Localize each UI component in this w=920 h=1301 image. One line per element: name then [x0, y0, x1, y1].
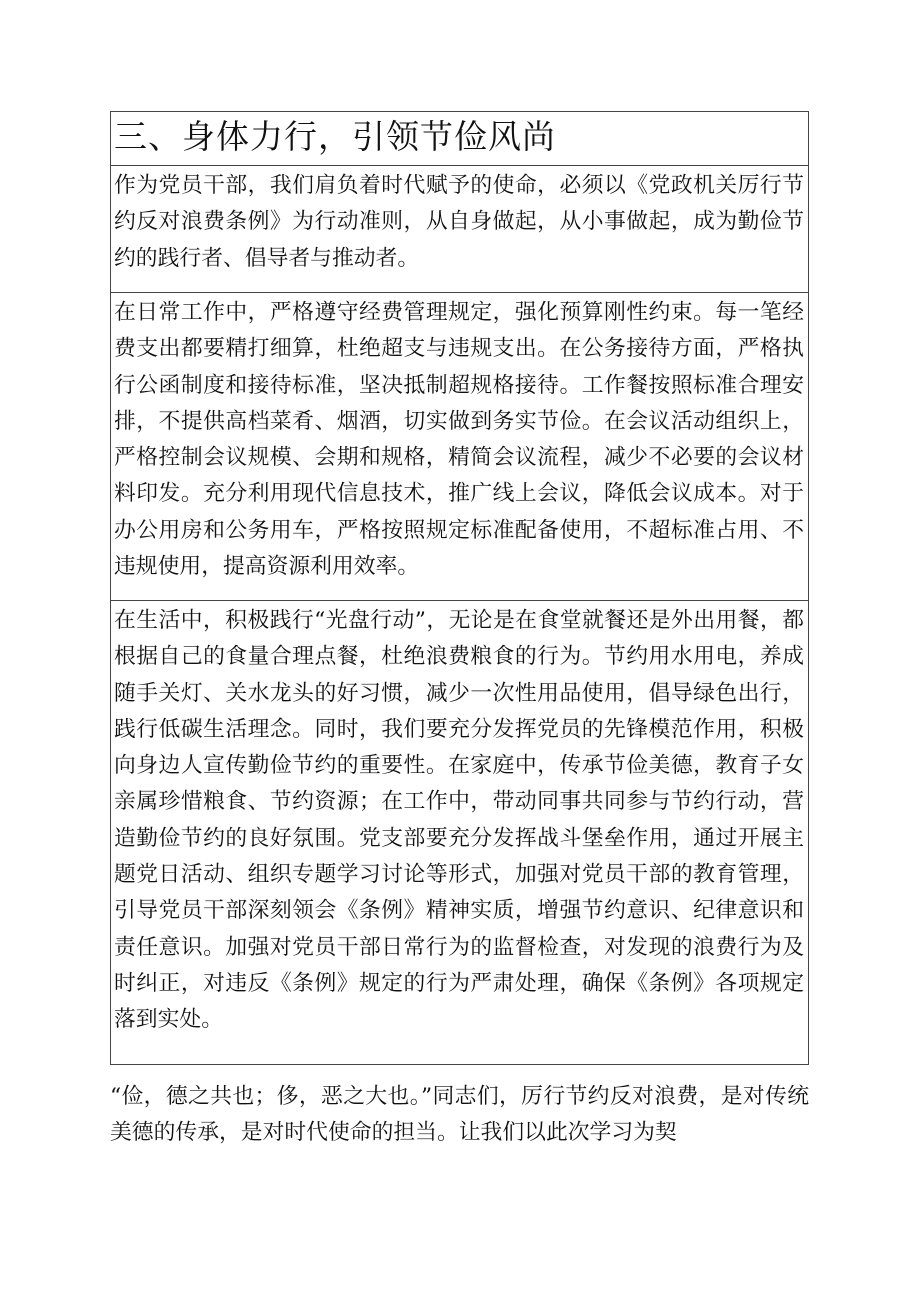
section-frame	[110, 111, 809, 1065]
paragraph-mission: 作为党员干部，我们肩负着时代赋予的使命，必须以《党政机关厉行节约反对浪费条例》为行动准则，从自身做起，从小事做起，成为勤俭节约的践行者、倡导者与推动者。	[111, 168, 808, 293]
closing-paragraph: “俭，德之共也；侈，恶之大也。”同志们，厉行节约反对浪费，是对传统美德的传承，是对时代使命的担当。让我们以此次学习为契	[110, 1084, 809, 1145]
paragraph-work-practice: 在日常工作中，严格遵守经费管理规定，强化预算刚性约束。每一笔经费支出都要精打细算，杜绝超支与违规支出。在公务接待方面，严格执行公函制度和接待标准，坚决抵制超规格接待。工作餐按照标准合理安排，不提供高档菜肴、烟酒，切实做到务实节俭。在会议活动组织上，严格控制会议规模、会期和规格，精简会议流程，减少不必要的会议材料印发。充分利用现代信息技术，推广线上会议，降低会议成本。对于办公用房和公务用车，严格按照规定标准配备使用，不超标准占用、不违规使用，提高资源利用效率。	[111, 295, 808, 601]
paragraph-daily-life: 在生活中，积极践行“光盘行动”，无论是在食堂就餐还是外出用餐，都根据自己的食量合理点餐，杜绝浪费粮食的行为。节约用水用电，养成随手关灯、关水龙头的好习惯，减少一次性用品使用，倡导绿色出行，践行低碳生活理念。同时，我们要充分发挥党员的先锋模范作用，积极向身边人宣传勤俭节约的重要性。在家庭中，传承节俭美德，教育子女亲属珍惜粮食、节约资源；在工作中，带动同事共同参与节约行动，营造勤俭节约的良好氛围。党支部要充分发挥战斗堡垒作用，通过开展主题党日活动、组织专题学习讨论等形式，加强对党员干部的教育管理，引导党员干部深刻领会《条例》精神实质，增强节约意识、纪律意识和责任意识。加强对党员干部日常行为的监督检查，对发现的浪费行为及时纠正，对违反《条例》规定的行为严肃处理，确保《条例》各项规定落到实处。	[114, 608, 804, 1033]
section-heading: 三、身体力行，引领节俭风尚	[111, 112, 808, 166]
